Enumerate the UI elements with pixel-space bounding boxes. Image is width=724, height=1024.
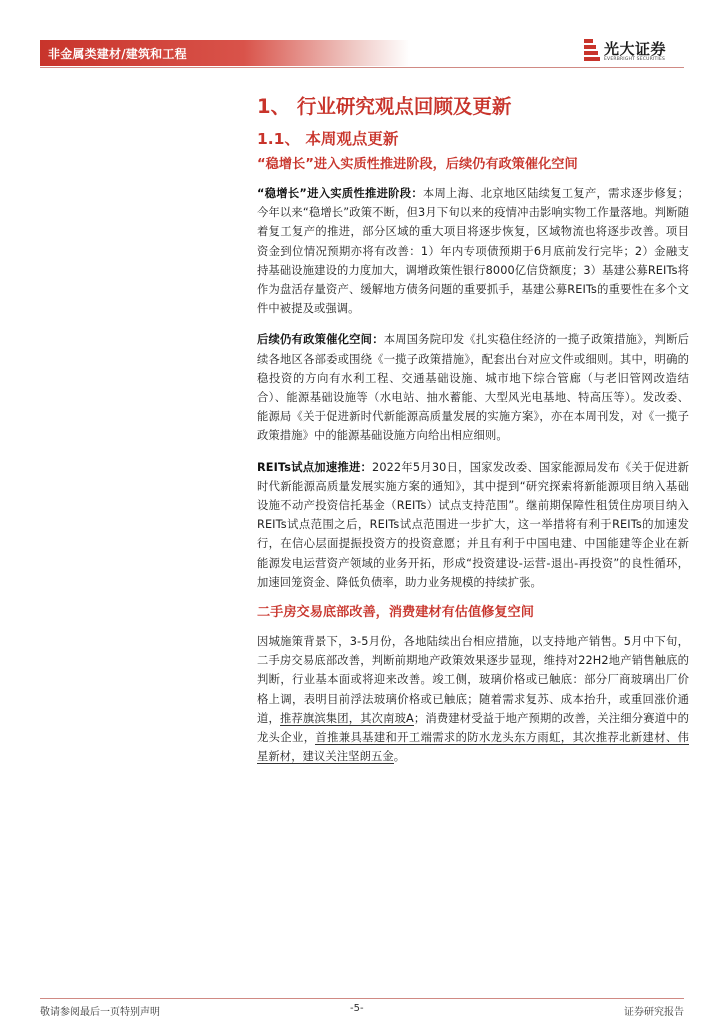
section-heading: 1、 行业研究观点回顾及更新 bbox=[257, 95, 512, 118]
paragraph-stabilize-growth bbox=[257, 184, 689, 318]
section-title: 非金属类建材/建筑和工程 bbox=[48, 47, 187, 61]
paragraph-body: 本周上海、北京地区陆续复工复产，需求逐步修复；今年以来“稳增长”政策不断，但3月下旬以来的疫情冲击影响实物工作量落地。判断随着复工复产的推进，部分区域的重大项目将逐步恢复，区域物流也将逐步改善。项目资金到位情况预期亦将有改善：1）年内专项债预期于6月底前发行完毕；2）金融支持基础设施建设的力度加大，调增政策性银行8000亿信贷额度；3）基建公募REITs将作为盘活存量资产、缓解地方债务问题的重要抓手，基建公募REITs的重要性在多个文件中被提及或强调。 bbox=[257, 187, 689, 316]
paragraph-body-mid: ；消费建材受益于地产预期的改善，关注细分赛道中的龙头企业， bbox=[257, 711, 689, 745]
topic-heading-housing: 二手房交易底部改善，消费建材有估值修复空间 bbox=[257, 605, 534, 621]
page-number: -5- bbox=[350, 1003, 364, 1014]
topic-heading-stabilize-growth: “稳增长”进入实质性推进阶段，后续仍有政策催化空间 bbox=[257, 157, 578, 172]
paragraph-lead: “稳增长”进入实质性推进阶段： bbox=[257, 187, 423, 200]
paragraph-end: 。 bbox=[393, 750, 406, 764]
paragraph-reits bbox=[257, 458, 689, 592]
logo-mark-icon bbox=[584, 39, 600, 63]
footer-disclaimer: 敬请参阅最后一页特别声明 bbox=[40, 1007, 160, 1018]
brand-logo bbox=[584, 38, 694, 68]
footer-divider bbox=[40, 998, 684, 999]
paragraph-body: 本周国务院印发《扎实稳住经济的一揽子政策措施》，判断后续各地区各部委或围绕《一揽子政策措施》，配套出台对应文件或细则。其中，明确的稳投资的方向有水利工程、交通基础设施、城市地下综合管廊（与老旧管网改造结合）、能源基础设施等（水电站、抽水蓄能、大型风光电基地、特高压等）。发改委、能源局《关于促进新时代新能源高质量发展的实施方案》，亦在本周刊发，对《一揽子政策措施》中的能源基础设施方向给出相应细则。 bbox=[257, 333, 689, 443]
report-content bbox=[257, 92, 689, 766]
paragraph-body: 2022年5月30日，国家发改委、国家能源局发布《关于促进新时代新能源高质量发展实施方案的通知》，其中提到“研究探索将新能源项目纳入基础设施不动产投资信托基金（REITs）试点支持范围”。继前期保障性租赁住房项目纳入REITs试点范围之后，REITs试点范围进一步扩大，这一举措将有利于REITs的加速发行，在信心层面提振投资方的投资意愿；并且有利于中国电建、中国能建等企业在新能源发电运营资产领域的业务开拓，形成“投资建设-运营-退出-再投资”的良性循环，加速回笼资金、降低负债率，助力业务规模的持续扩张。 bbox=[257, 460, 689, 589]
paragraph-lead: 后续仍有政策催化空间： bbox=[257, 333, 384, 347]
paragraph-body: 因城施策背景下，3-5月份，各地陆续出台相应措施，以支持地产销售。5月中下旬，二手房交易底部改善，判断前期地产政策效果逐步显现，维持对22H2地产销售触底的判断，行业基本面或将迎来改善。竣工侧，玻璃价格或已触底：部分厂商玻璃出厂价格上调，表明目前浮法玻璃价格或已触底；随着需求复苏、成本抬升，或重回涨价通道， bbox=[257, 635, 689, 725]
recommendation-consumer-building-materials: 首推兼具基建和开工端需求的防水龙头东方雨虹，其次推荐北新建材、伟星新材，建议关注坚朗五金 bbox=[257, 731, 689, 764]
paragraph-housing bbox=[257, 632, 689, 766]
subsection-heading: 1.1、 本周观点更新 bbox=[257, 130, 399, 148]
recommendation-glass: 推荐旗滨集团，其次南玻A bbox=[279, 711, 414, 725]
footer-report-type: 证券研究报告 bbox=[624, 1007, 684, 1018]
paragraph-lead: REITs试点加速推进： bbox=[257, 460, 373, 474]
brand-name: 光大证券 bbox=[604, 40, 667, 58]
paragraph-policy-catalyst bbox=[257, 330, 689, 445]
brand-subtitle: EVERBRIGHT SECURITIES bbox=[604, 57, 666, 62]
